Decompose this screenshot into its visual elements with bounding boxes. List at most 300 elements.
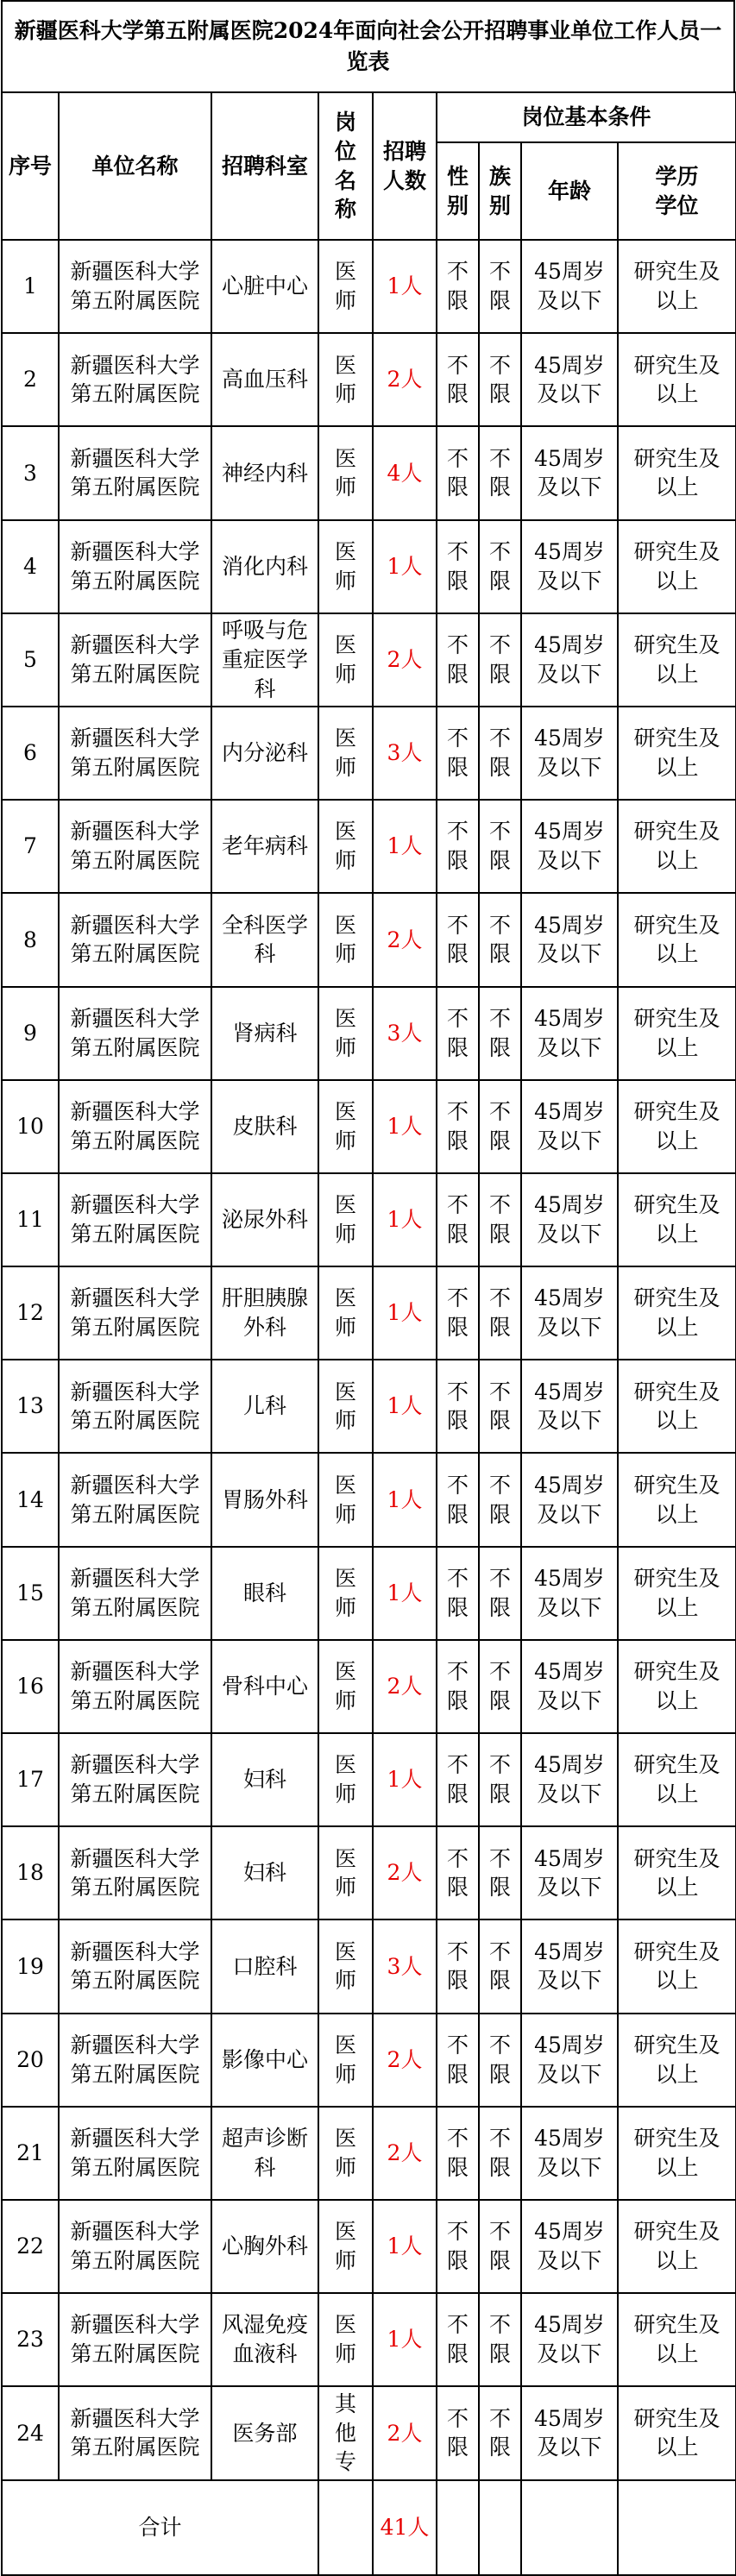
cell-ethnicity-text: 不限 bbox=[488, 1845, 511, 1901]
cell-gender-text: 不限 bbox=[446, 819, 469, 874]
cell-gender-text: 不限 bbox=[446, 1099, 469, 1153]
cell-unit bbox=[59, 1266, 211, 1360]
header-unit: 单位名称 bbox=[59, 92, 211, 240]
total-empty-cell bbox=[521, 2480, 618, 2575]
cell-gender-text: 不限 bbox=[446, 2032, 469, 2087]
cell-ethnicity-text: 不限 bbox=[488, 1565, 511, 1620]
cell-education bbox=[618, 2200, 736, 2293]
cell-education-text: 研究生及以上 bbox=[633, 912, 720, 967]
cell-ethnicity-text: 不限 bbox=[488, 632, 511, 687]
cell-ethnicity bbox=[479, 2200, 521, 2293]
cell-age bbox=[521, 520, 618, 613]
cell-unit bbox=[59, 520, 211, 613]
cell-gender-text: 不限 bbox=[446, 1845, 469, 1901]
cell-gender bbox=[437, 1266, 479, 1360]
table-row bbox=[2, 1173, 736, 1266]
cell-count: 2人 bbox=[373, 613, 437, 707]
cell-count: 3人 bbox=[373, 1919, 437, 2013]
cell-unit bbox=[59, 1453, 211, 1546]
table-body bbox=[2, 240, 736, 2480]
cell-count: 1人 bbox=[373, 1453, 437, 1546]
cell-age-text: 45周岁及以下 bbox=[534, 1005, 605, 1060]
cell-age-text: 45周岁及以下 bbox=[534, 1659, 605, 1713]
cell-unit-text: 新疆医科大学第五附属医院 bbox=[70, 1099, 200, 1153]
cell-dept bbox=[211, 1360, 318, 1453]
cell-post-text: 其他专 bbox=[334, 2391, 356, 2475]
header-age: 年龄 bbox=[521, 142, 618, 240]
cell-age-text: 45周岁及以下 bbox=[534, 1752, 605, 1807]
cell-age-text: 45周岁及以下 bbox=[534, 538, 605, 594]
cell-unit bbox=[59, 1547, 211, 1640]
cell-age-text: 45周岁及以下 bbox=[534, 1285, 605, 1341]
cell-dept-text: 泌尿外科 bbox=[221, 1207, 308, 1233]
cell-post bbox=[318, 333, 373, 426]
cell-seq: 22 bbox=[2, 2200, 59, 2293]
cell-age bbox=[521, 800, 618, 893]
header-count-text: 招聘人数 bbox=[382, 138, 426, 193]
header-dept: 招聘科室 bbox=[211, 92, 318, 240]
cell-age bbox=[521, 2293, 618, 2386]
cell-seq: 13 bbox=[2, 1360, 59, 1453]
table-row bbox=[2, 1266, 736, 1360]
cell-dept-text: 内分泌科 bbox=[221, 740, 308, 766]
cell-ethnicity bbox=[479, 2014, 521, 2107]
cell-count: 1人 bbox=[373, 1173, 437, 1266]
cell-count: 3人 bbox=[373, 707, 437, 800]
total-empty-cell bbox=[618, 2480, 736, 2575]
cell-age bbox=[521, 1733, 618, 1826]
cell-age-text: 45周岁及以下 bbox=[534, 2219, 605, 2274]
cell-post bbox=[318, 520, 373, 613]
cell-post bbox=[318, 1266, 373, 1360]
cell-education bbox=[618, 1360, 736, 1453]
cell-seq: 2 bbox=[2, 333, 59, 426]
cell-education-text: 研究生及以上 bbox=[633, 259, 720, 314]
header-education bbox=[618, 142, 736, 240]
cell-seq: 1 bbox=[2, 240, 59, 333]
cell-seq: 5 bbox=[2, 613, 59, 707]
cell-unit-text: 新疆医科大学第五附属医院 bbox=[70, 259, 200, 314]
cell-dept-text: 医务部 bbox=[232, 2420, 298, 2446]
cell-ethnicity bbox=[479, 1080, 521, 1173]
cell-unit bbox=[59, 1733, 211, 1826]
cell-unit-text: 新疆医科大学第五附属医院 bbox=[70, 1752, 200, 1807]
table-row bbox=[2, 2200, 736, 2293]
cell-education-text: 研究生及以上 bbox=[633, 1379, 720, 1434]
cell-education bbox=[618, 240, 736, 333]
cell-gender bbox=[437, 240, 479, 333]
cell-unit-text: 新疆医科大学第五附属医院 bbox=[70, 1938, 200, 1994]
table-row bbox=[2, 1826, 736, 1919]
table-row bbox=[2, 2107, 736, 2200]
cell-gender-text: 不限 bbox=[446, 2405, 469, 2460]
cell-education bbox=[618, 1547, 736, 1640]
cell-gender-text: 不限 bbox=[446, 1565, 469, 1620]
cell-gender-text: 不限 bbox=[446, 352, 469, 407]
table-row bbox=[2, 613, 736, 707]
cell-ethnicity-text: 不限 bbox=[488, 445, 511, 500]
cell-gender-text: 不限 bbox=[446, 2312, 469, 2367]
cell-dept-text: 心胸外科 bbox=[221, 2234, 308, 2259]
cell-ethnicity bbox=[479, 1266, 521, 1360]
cell-post-text: 医师 bbox=[334, 1565, 356, 1620]
cell-age-text: 45周岁及以下 bbox=[534, 1565, 605, 1620]
cell-post-text: 医师 bbox=[334, 1845, 356, 1901]
cell-education bbox=[618, 893, 736, 986]
cell-post bbox=[318, 800, 373, 893]
cell-dept-text: 肾病科 bbox=[232, 1020, 298, 1046]
cell-gender bbox=[437, 333, 479, 426]
table-row bbox=[2, 2014, 736, 2107]
total-row bbox=[2, 2480, 736, 2575]
cell-ethnicity bbox=[479, 1453, 521, 1546]
cell-seq: 11 bbox=[2, 1173, 59, 1266]
cell-ethnicity-text: 不限 bbox=[488, 1379, 511, 1434]
cell-ethnicity bbox=[479, 2386, 521, 2479]
cell-gender bbox=[437, 2200, 479, 2293]
cell-dept-text: 儿科 bbox=[242, 1393, 286, 1419]
cell-ethnicity-text: 不限 bbox=[488, 2126, 511, 2180]
cell-education-text: 研究生及以上 bbox=[633, 1845, 720, 1901]
cell-ethnicity bbox=[479, 1173, 521, 1266]
cell-ethnicity bbox=[479, 333, 521, 426]
total-label: 合计 bbox=[2, 2480, 318, 2575]
cell-unit bbox=[59, 707, 211, 800]
cell-ethnicity bbox=[479, 1547, 521, 1640]
cell-education bbox=[618, 2107, 736, 2200]
cell-dept-text: 胃肠外科 bbox=[221, 1486, 308, 1512]
cell-age bbox=[521, 2107, 618, 2200]
cell-gender bbox=[437, 1826, 479, 1919]
cell-education bbox=[618, 2386, 736, 2479]
cell-age-text: 45周岁及以下 bbox=[534, 1938, 605, 1994]
total-count: 41人 bbox=[373, 2480, 437, 2575]
cell-dept bbox=[211, 426, 318, 519]
cell-age bbox=[521, 613, 618, 707]
cell-unit-text: 新疆医科大学第五附属医院 bbox=[70, 819, 200, 874]
cell-post-text: 医师 bbox=[334, 1005, 356, 1060]
cell-unit bbox=[59, 1919, 211, 2013]
cell-gender bbox=[437, 800, 479, 893]
cell-unit bbox=[59, 613, 211, 707]
cell-ethnicity-text: 不限 bbox=[488, 1192, 511, 1247]
cell-unit-text: 新疆医科大学第五附属医院 bbox=[70, 538, 200, 594]
header-ethnicity bbox=[479, 142, 521, 240]
cell-post bbox=[318, 2386, 373, 2479]
cell-dept bbox=[211, 2293, 318, 2386]
cell-unit-text: 新疆医科大学第五附属医院 bbox=[70, 2312, 200, 2367]
cell-dept bbox=[211, 1080, 318, 1173]
cell-dept bbox=[211, 987, 318, 1080]
cell-gender bbox=[437, 426, 479, 519]
cell-unit bbox=[59, 426, 211, 519]
cell-education-text: 研究生及以上 bbox=[633, 1285, 720, 1341]
cell-unit bbox=[59, 1640, 211, 1733]
cell-seq: 4 bbox=[2, 520, 59, 613]
cell-dept bbox=[211, 1640, 318, 1733]
cell-post bbox=[318, 2200, 373, 2293]
table-row bbox=[2, 893, 736, 986]
total-empty-cell bbox=[437, 2480, 479, 2575]
cell-education bbox=[618, 520, 736, 613]
cell-education bbox=[618, 1266, 736, 1360]
cell-dept-text: 全科医学科 bbox=[221, 912, 308, 967]
cell-ethnicity-text: 不限 bbox=[488, 2219, 511, 2274]
cell-gender bbox=[437, 1547, 479, 1640]
cell-education-text: 研究生及以上 bbox=[633, 1099, 720, 1153]
cell-seq: 8 bbox=[2, 893, 59, 986]
cell-unit bbox=[59, 333, 211, 426]
cell-education bbox=[618, 426, 736, 519]
cell-dept bbox=[211, 1453, 318, 1546]
cell-count: 2人 bbox=[373, 1826, 437, 1919]
cell-gender-text: 不限 bbox=[446, 538, 469, 594]
cell-post bbox=[318, 893, 373, 986]
cell-unit bbox=[59, 1080, 211, 1173]
cell-count: 1人 bbox=[373, 1547, 437, 1640]
header-row-top bbox=[2, 92, 736, 142]
cell-count: 2人 bbox=[373, 2386, 437, 2479]
cell-post bbox=[318, 1733, 373, 1826]
cell-post bbox=[318, 1080, 373, 1173]
cell-age-text: 45周岁及以下 bbox=[534, 912, 605, 967]
cell-ethnicity bbox=[479, 520, 521, 613]
cell-gender bbox=[437, 1080, 479, 1173]
cell-education bbox=[618, 1453, 736, 1546]
cell-dept bbox=[211, 240, 318, 333]
cell-gender bbox=[437, 2386, 479, 2479]
cell-unit bbox=[59, 2014, 211, 2107]
cell-dept bbox=[211, 1733, 318, 1826]
cell-gender-text: 不限 bbox=[446, 2219, 469, 2274]
cell-gender-text: 不限 bbox=[446, 259, 469, 314]
cell-unit-text: 新疆医科大学第五附属医院 bbox=[70, 1472, 200, 1527]
cell-gender-text: 不限 bbox=[446, 1659, 469, 1713]
cell-gender-text: 不限 bbox=[446, 1005, 469, 1060]
cell-ethnicity-text: 不限 bbox=[488, 1099, 511, 1153]
cell-post bbox=[318, 1453, 373, 1546]
cell-seq: 3 bbox=[2, 426, 59, 519]
table-row bbox=[2, 707, 736, 800]
cell-gender bbox=[437, 1919, 479, 2013]
cell-age-text: 45周岁及以下 bbox=[534, 819, 605, 874]
cell-dept bbox=[211, 2200, 318, 2293]
cell-post bbox=[318, 1173, 373, 1266]
cell-post-text: 医师 bbox=[334, 2032, 356, 2087]
cell-age bbox=[521, 1266, 618, 1360]
cell-dept-text: 心脏中心 bbox=[221, 273, 308, 299]
cell-post bbox=[318, 1547, 373, 1640]
cell-seq: 10 bbox=[2, 1080, 59, 1173]
cell-count: 1人 bbox=[373, 2200, 437, 2293]
cell-dept-text: 呼吸与危重症医学科 bbox=[221, 618, 308, 701]
cell-gender bbox=[437, 1640, 479, 1733]
cell-seq: 23 bbox=[2, 2293, 59, 2386]
cell-gender-text: 不限 bbox=[446, 1752, 469, 1807]
cell-unit bbox=[59, 987, 211, 1080]
cell-education bbox=[618, 800, 736, 893]
cell-dept-text: 影像中心 bbox=[221, 2046, 308, 2072]
cell-ethnicity bbox=[479, 2107, 521, 2200]
cell-count: 1人 bbox=[373, 2293, 437, 2386]
cell-education bbox=[618, 333, 736, 426]
cell-gender bbox=[437, 2107, 479, 2200]
cell-count: 1人 bbox=[373, 1733, 437, 1826]
cell-unit-text: 新疆医科大学第五附属医院 bbox=[70, 2032, 200, 2087]
cell-ethnicity-text: 不限 bbox=[488, 1938, 511, 1994]
cell-ethnicity bbox=[479, 613, 521, 707]
cell-education bbox=[618, 1826, 736, 1919]
cell-education-text: 研究生及以上 bbox=[633, 352, 720, 407]
cell-unit-text: 新疆医科大学第五附属医院 bbox=[70, 445, 200, 500]
cell-unit bbox=[59, 800, 211, 893]
cell-unit-text: 新疆医科大学第五附属医院 bbox=[70, 352, 200, 407]
table-row bbox=[2, 987, 736, 1080]
cell-gender bbox=[437, 2014, 479, 2107]
cell-dept bbox=[211, 1266, 318, 1360]
cell-gender bbox=[437, 520, 479, 613]
cell-ethnicity bbox=[479, 1733, 521, 1826]
cell-education bbox=[618, 1080, 736, 1173]
cell-post-text: 医师 bbox=[334, 2126, 356, 2180]
cell-gender-text: 不限 bbox=[446, 1192, 469, 1247]
cell-ethnicity bbox=[479, 426, 521, 519]
cell-unit-text: 新疆医科大学第五附属医院 bbox=[70, 1659, 200, 1713]
cell-gender bbox=[437, 1173, 479, 1266]
cell-dept bbox=[211, 1173, 318, 1266]
cell-ethnicity bbox=[479, 240, 521, 333]
cell-gender-text: 不限 bbox=[446, 726, 469, 781]
cell-ethnicity-text: 不限 bbox=[488, 2032, 511, 2087]
cell-education-text: 研究生及以上 bbox=[633, 1192, 720, 1247]
cell-post-text: 医师 bbox=[334, 1472, 356, 1527]
header-gender bbox=[437, 142, 479, 240]
cell-ethnicity bbox=[479, 987, 521, 1080]
cell-ethnicity bbox=[479, 893, 521, 986]
cell-ethnicity-text: 不限 bbox=[488, 2312, 511, 2367]
cell-age-text: 45周岁及以下 bbox=[534, 1099, 605, 1153]
cell-age-text: 45周岁及以下 bbox=[534, 2032, 605, 2087]
document-title: 新疆医科大学第五附属医院2024年面向社会公开招聘事业单位工作人员一览表 bbox=[1, 0, 735, 91]
cell-education bbox=[618, 1733, 736, 1826]
cell-age-text: 45周岁及以下 bbox=[534, 2405, 605, 2460]
cell-gender bbox=[437, 987, 479, 1080]
cell-education-text: 研究生及以上 bbox=[633, 1938, 720, 1994]
table-row bbox=[2, 1919, 736, 2013]
cell-post bbox=[318, 1360, 373, 1453]
cell-dept-text: 口腔科 bbox=[232, 1953, 298, 1979]
cell-education-text: 研究生及以上 bbox=[633, 632, 720, 687]
cell-age bbox=[521, 2014, 618, 2107]
cell-ethnicity bbox=[479, 707, 521, 800]
cell-gender-text: 不限 bbox=[446, 912, 469, 967]
cell-unit-text: 新疆医科大学第五附属医院 bbox=[70, 1845, 200, 1901]
cell-dept-text: 妇科 bbox=[242, 1767, 286, 1793]
cell-age bbox=[521, 2386, 618, 2479]
cell-unit bbox=[59, 2293, 211, 2386]
cell-dept-text: 超声诊断科 bbox=[221, 2126, 308, 2180]
cell-count: 1人 bbox=[373, 1360, 437, 1453]
cell-gender bbox=[437, 1733, 479, 1826]
cell-age-text: 45周岁及以下 bbox=[534, 726, 605, 781]
cell-count: 1人 bbox=[373, 800, 437, 893]
cell-post bbox=[318, 987, 373, 1080]
cell-ethnicity-text: 不限 bbox=[488, 1005, 511, 1060]
cell-post bbox=[318, 1919, 373, 2013]
cell-education bbox=[618, 987, 736, 1080]
cell-post bbox=[318, 426, 373, 519]
cell-post-text: 医师 bbox=[334, 445, 356, 500]
cell-post bbox=[318, 2107, 373, 2200]
table-row bbox=[2, 1640, 736, 1733]
cell-age bbox=[521, 1173, 618, 1266]
cell-dept-text: 妇科 bbox=[242, 1860, 286, 1886]
cell-post-text: 医师 bbox=[334, 632, 356, 687]
cell-dept bbox=[211, 520, 318, 613]
cell-gender bbox=[437, 2293, 479, 2386]
table-row bbox=[2, 1547, 736, 1640]
cell-unit-text: 新疆医科大学第五附属医院 bbox=[70, 726, 200, 781]
cell-dept-text: 皮肤科 bbox=[232, 1113, 298, 1139]
cell-unit bbox=[59, 893, 211, 986]
cell-education-text: 研究生及以上 bbox=[633, 1659, 720, 1713]
cell-education bbox=[618, 2293, 736, 2386]
cell-ethnicity-text: 不限 bbox=[488, 2405, 511, 2460]
cell-seq: 16 bbox=[2, 1640, 59, 1733]
cell-post bbox=[318, 707, 373, 800]
cell-post-text: 医师 bbox=[334, 726, 356, 781]
cell-count: 2人 bbox=[373, 333, 437, 426]
cell-count: 1人 bbox=[373, 1080, 437, 1173]
cell-post-text: 医师 bbox=[334, 352, 356, 407]
cell-gender-text: 不限 bbox=[446, 1379, 469, 1434]
cell-seq: 6 bbox=[2, 707, 59, 800]
cell-count: 4人 bbox=[373, 426, 437, 519]
cell-ethnicity bbox=[479, 1360, 521, 1453]
cell-education-text: 研究生及以上 bbox=[633, 1005, 720, 1060]
cell-ethnicity-text: 不限 bbox=[488, 726, 511, 781]
cell-ethnicity bbox=[479, 1919, 521, 2013]
cell-age bbox=[521, 1360, 618, 1453]
cell-age bbox=[521, 1919, 618, 2013]
cell-age bbox=[521, 1453, 618, 1546]
cell-post bbox=[318, 2293, 373, 2386]
cell-ethnicity-text: 不限 bbox=[488, 1659, 511, 1713]
cell-dept-text: 风湿免疫血液科 bbox=[221, 2312, 308, 2367]
cell-seq: 9 bbox=[2, 987, 59, 1080]
cell-unit bbox=[59, 1173, 211, 1266]
cell-post-text: 医师 bbox=[334, 1099, 356, 1153]
cell-dept bbox=[211, 800, 318, 893]
cell-unit-text: 新疆医科大学第五附属医院 bbox=[70, 1005, 200, 1060]
table-row bbox=[2, 1080, 736, 1173]
cell-education-text: 研究生及以上 bbox=[633, 2405, 720, 2460]
cell-seq: 17 bbox=[2, 1733, 59, 1826]
cell-dept bbox=[211, 613, 318, 707]
cell-education bbox=[618, 2014, 736, 2107]
cell-unit bbox=[59, 240, 211, 333]
cell-gender-text: 不限 bbox=[446, 632, 469, 687]
cell-education bbox=[618, 1640, 736, 1733]
cell-gender-text: 不限 bbox=[446, 445, 469, 500]
cell-age-text: 45周岁及以下 bbox=[534, 445, 605, 500]
cell-age bbox=[521, 426, 618, 519]
cell-post-text: 医师 bbox=[334, 1938, 356, 1994]
cell-seq: 19 bbox=[2, 1919, 59, 2013]
cell-age-text: 45周岁及以下 bbox=[534, 2126, 605, 2180]
cell-age bbox=[521, 240, 618, 333]
cell-gender-text: 不限 bbox=[446, 2126, 469, 2180]
